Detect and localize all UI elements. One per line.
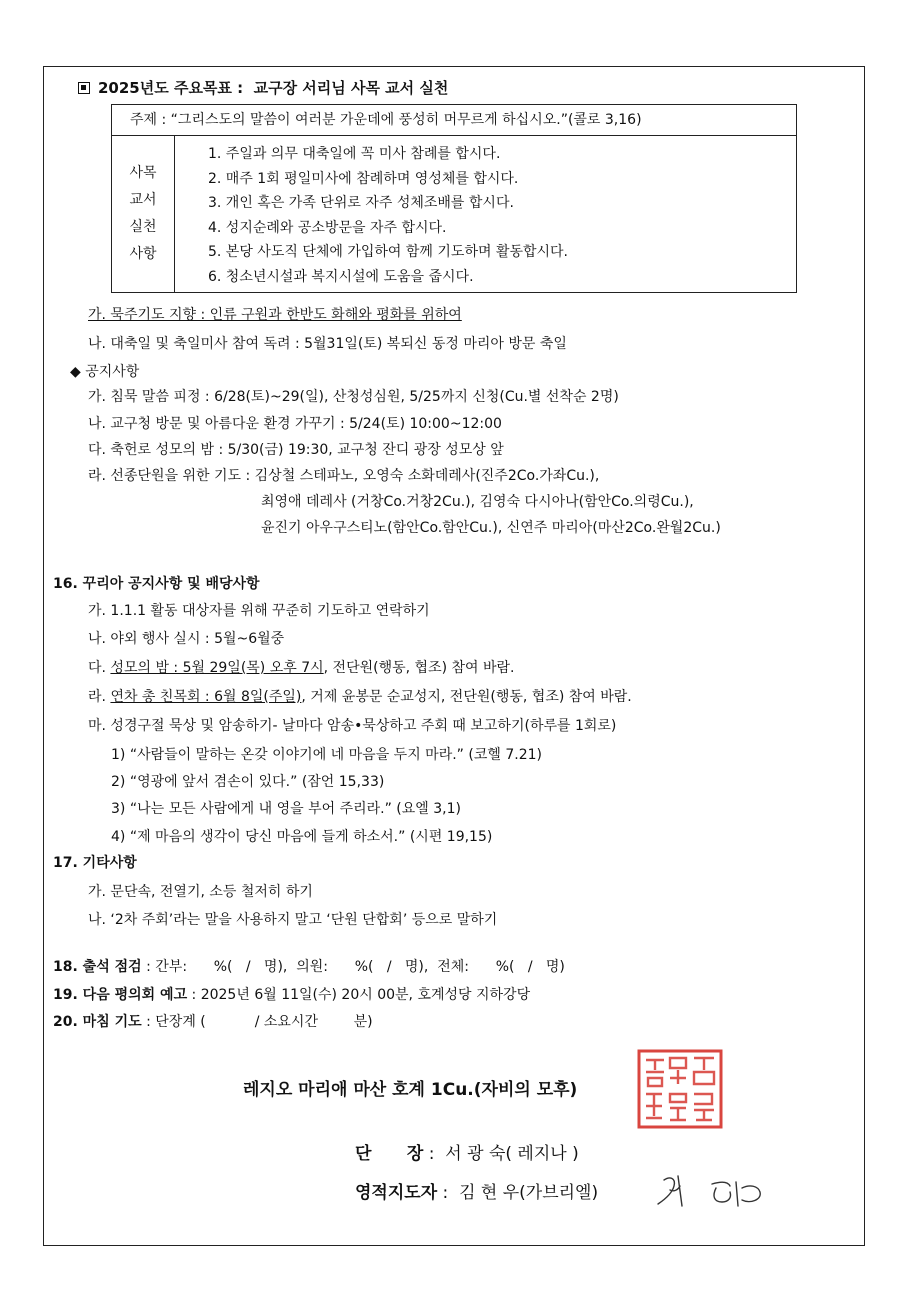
section20 — [53, 1012, 373, 1032]
sec16-da-underline: 성모의 밤 : 5월 29일(목) 오후 7시 — [110, 660, 324, 676]
theme-box: 주제 : “그리스도의 말씀이 여러분 가운데에 풍성히 머무르게 하십시오.”(콜로 3,16) — [111, 104, 797, 136]
goals-title: 2025년도 주요목표 : — [98, 79, 244, 97]
sec16-item — [88, 658, 515, 678]
practice-item: 3. 개인 혹은 가족 단위로 자주 성체조배를 합시다. — [208, 195, 514, 211]
sec16-item: 나. 야외 행사 실시 : 5월~6월중 — [88, 631, 285, 647]
sec19-text: : 2025년 6월 11일(수) 20시 00분, 호계성당 지하강당 — [187, 987, 531, 1003]
practice-label-line: 교서 — [129, 192, 157, 208]
sec20-label: 20. 마침 기도 — [53, 1014, 142, 1030]
notice-item: 다. 축헌로 성모의 밤 : 5/30(금) 19:30, 교구청 잔디 광장 성모상 앞 — [88, 442, 504, 458]
practice-item: 2. 매주 1회 평일미사에 참례하며 영성체를 합시다. — [208, 170, 519, 187]
section18 — [53, 957, 565, 977]
goals-header — [78, 78, 448, 98]
sec18-label: 18. 출석 점검 — [53, 959, 142, 975]
signature-icon — [650, 1168, 780, 1218]
sec19-label: 19. 다음 평의회 예고 — [53, 987, 188, 1003]
sec16-ra-underline: 연차 총 친목회 : 6월 8일(주일) — [110, 689, 302, 705]
notice-item-cont: 최영애 데레사 (거창Co.거창2Cu.), 김영숙 다시아나(함안Co.의령Cu.), — [261, 494, 694, 510]
goal-mass: 나. 대축일 및 축일미사 참여 독려 : 5월31일(토) 복되신 동정 마리아 방문 축일 — [88, 336, 567, 352]
leader-line — [355, 1144, 579, 1164]
sec18-text: : 간부: %( / 명), 의원: %( / 명), 전체: %( / 명) — [141, 959, 565, 975]
sec16-item: 마. 성경구절 묵상 및 암송하기- 날마다 암송•묵상하고 주회 때 보고하기(하루를 1회로) — [88, 718, 617, 734]
sec17-item: 나. ‘2차 주회’라는 말을 사용하지 말고 ‘단원 단합회’ 등으로 말하기 — [88, 912, 498, 928]
practice-label-line: 사목 — [129, 165, 157, 181]
practice-label-line: 사항 — [129, 246, 157, 262]
sec16-item: 가. 1.1.1 활동 대상자를 위해 꾸준히 기도하고 연락하기 — [88, 603, 430, 619]
goal-rosary — [88, 305, 462, 325]
notice-item: 라. 선종단원을 위한 기도 : 김상철 스테파노, 오영숙 소화데레사(진주2Co.가좌Cu.), — [88, 468, 600, 484]
practice-item: 1. 주일과 의무 대축일에 꼭 미사 참례를 합시다. — [208, 146, 501, 162]
sec20-text: : 단장계 ( / 소요시간 분) — [141, 1014, 373, 1030]
leader-name: : 서 광 숙( 레지나 ) — [428, 1144, 579, 1164]
practice-item: 6. 청소년시설과 복지시설에 도움을 줍시다. — [208, 268, 474, 285]
square-bullet-icon — [78, 82, 90, 94]
section16-title: 16. 꾸리아 공지사항 및 배당사항 — [53, 576, 260, 592]
notice-item: 나. 교구청 방문 및 아름다운 환경 가꾸기 : 5/24(토) 10:00~12:00 — [88, 416, 502, 432]
sec16-da-rest: , 전단원(행동, 협조) 참여 바람. — [323, 660, 515, 676]
sec16-item — [88, 687, 632, 707]
goal-rosary-text: 가. 묵주기도 지향 : 인류 구원과 한반도 화해와 평화를 위하여 — [88, 307, 462, 323]
practice-label — [112, 136, 175, 292]
sec16-da-prefix: 다. — [88, 660, 111, 676]
director-name: : 김 현 우(가브리엘) — [442, 1183, 599, 1203]
practice-list — [208, 142, 568, 289]
sec17-item: 가. 문단속, 전열기, 소등 철저히 하기 — [88, 884, 313, 900]
practice-box — [111, 136, 797, 293]
verse: 1) “사람들이 말하는 온갖 이야기에 네 마음을 두지 마라.” (코헬 7.21) — [111, 747, 542, 763]
section19 — [53, 985, 530, 1005]
leader-label: 단 장 — [355, 1144, 424, 1164]
seal-stamp-icon — [636, 1048, 724, 1130]
director-label: 영적지도자 — [355, 1183, 438, 1203]
organization-name: 레지오 마리애 마산 호계 1Cu.(자비의 모후) — [243, 1080, 578, 1100]
notice-item-cont: 윤진기 아우구스티노(함안Co.함안Cu.), 신연주 마리아(마산2Co.완월2Cu.) — [261, 520, 721, 536]
director-line — [355, 1183, 598, 1203]
sec16-ra-rest: , 거제 윤봉문 순교성지, 전단원(행동, 협조) 참여 바람. — [301, 689, 632, 705]
practice-label-line: 실천 — [129, 219, 157, 235]
verse: 2) “영광에 앞서 겸손이 있다.” (잠언 15,33) — [111, 774, 385, 790]
goals-subtitle: 교구장 서리님 사목 교서 실천 — [253, 79, 449, 97]
verse: 3) “나는 모든 사람에게 내 영을 부어 주리라.” (요엘 3,1) — [111, 801, 461, 817]
notice-item: 가. 침묵 말씀 피정 : 6/28(토)~29(일), 산청성심원, 5/25까지 신청(Cu.별 선착순 2명) — [88, 389, 619, 405]
practice-item: 5. 본당 사도직 단체에 가입하여 함께 기도하며 활동합시다. — [208, 244, 569, 260]
notices-title: ◆ 공지사항 — [70, 364, 140, 380]
sec16-ra-prefix: 라. — [88, 689, 111, 705]
verse: 4) “제 마음의 생각이 당신 마음에 들게 하소서.” (시편 19,15) — [111, 829, 493, 845]
section17-title: 17. 기타사항 — [53, 855, 137, 871]
practice-item: 4. 성지순례와 공소방문을 자주 합시다. — [208, 219, 447, 236]
